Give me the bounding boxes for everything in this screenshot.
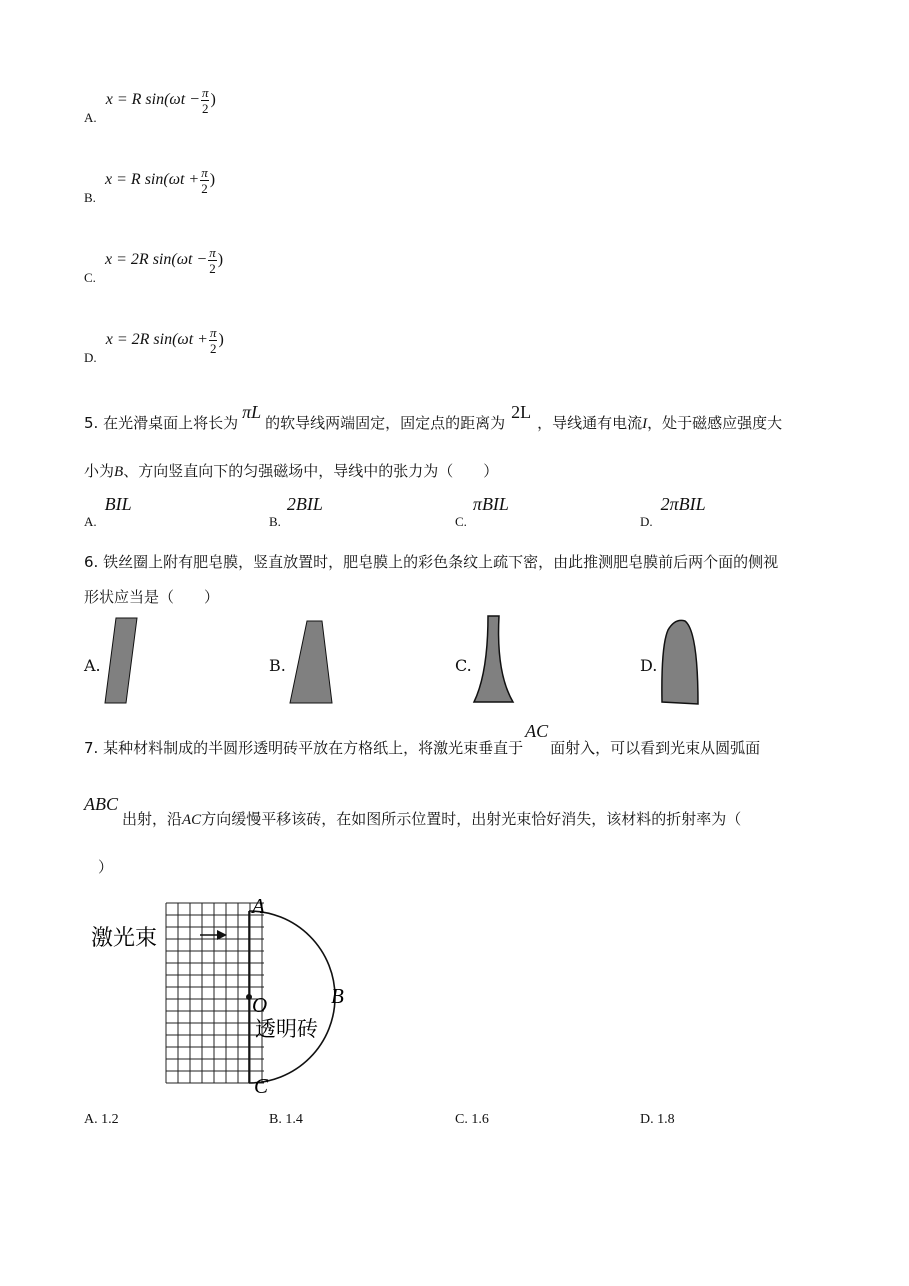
option-letter: B.	[269, 514, 281, 529]
q7-figure	[88, 893, 358, 1103]
fraction-denominator: 2	[201, 181, 208, 196]
q6-option-c-shape[interactable]	[470, 613, 520, 705]
q5-option-a[interactable]	[84, 494, 132, 529]
fraction-numerator: π	[209, 245, 216, 260]
option-letter: C.	[455, 1112, 468, 1127]
option-letter: D.	[640, 514, 653, 529]
soap-film-side-view	[105, 618, 137, 703]
q5-text: 的软导线两端固定，固定点的距离为	[265, 414, 506, 432]
q7-math: ABC	[84, 794, 118, 814]
q7-option-d[interactable]	[640, 1112, 675, 1128]
formula-lhs: x = R sin(ωt −	[105, 91, 200, 109]
fraction-denominator: 2	[209, 341, 217, 356]
option-letter: C.	[84, 270, 96, 286]
option-value: 1.8	[657, 1112, 675, 1127]
option-letter: B.	[269, 1112, 282, 1127]
q6-option-d-shape[interactable]	[658, 616, 706, 708]
option-value: 2BIL	[286, 494, 323, 514]
option-formula	[105, 245, 224, 276]
option-letter: A.	[84, 110, 97, 126]
option-letter: B.	[84, 190, 96, 206]
q6-option-b-shape[interactable]	[285, 616, 340, 706]
option-value: 1.6	[471, 1112, 489, 1127]
formula-close: )	[218, 331, 224, 349]
q7-text: 方向缓慢平移该砖，在如图所示位置时，出射光束恰好消失，该材料的折射率为（	[201, 810, 742, 828]
q6-option-b-letter[interactable]: B.	[269, 656, 286, 675]
option-value: πBIL	[472, 494, 509, 514]
option-letter: A.	[84, 514, 97, 529]
soap-film-side-view	[290, 621, 332, 703]
q5-text: 5. 在光滑桌面上将长为	[84, 414, 239, 432]
q5-option-b[interactable]	[269, 494, 323, 529]
fraction-numerator: π	[201, 165, 208, 180]
q7-stem-line1	[84, 721, 761, 758]
q5-text: ，导线通有电流	[537, 414, 643, 432]
q7-math: AC	[525, 721, 549, 741]
soap-film-side-view	[662, 620, 698, 704]
q6-option-d-letter[interactable]: D.	[640, 656, 658, 675]
q6-stem-line1: 6. 铁丝圈上附有肥皂膜，竖直放置时，肥皂膜上的彩色条纹上疏下密，由此推测肥皂膜前后两个面的侧视	[84, 553, 779, 571]
option-value: 1.2	[101, 1112, 119, 1127]
point-a-label: A	[252, 894, 265, 918]
q5-math: 2L	[511, 402, 532, 422]
q5-math: πL	[242, 402, 262, 422]
q4-option-d[interactable]	[84, 325, 224, 366]
fraction-numerator: π	[201, 85, 209, 100]
q6-option-c-letter[interactable]: C.	[455, 656, 472, 675]
q7-option-b[interactable]	[269, 1112, 303, 1128]
q7-stem-line3: ）	[98, 858, 114, 876]
q6-option-a-letter[interactable]: A.	[84, 656, 101, 675]
formula-close: )	[210, 91, 216, 109]
q5-option-d[interactable]	[640, 494, 706, 529]
option-value: 1.4	[285, 1112, 303, 1127]
formula-close: )	[209, 171, 216, 189]
option-formula	[105, 85, 216, 116]
soap-film-side-view	[474, 616, 513, 702]
option-letter: A.	[84, 1112, 98, 1127]
q5-stem-line2	[84, 460, 498, 481]
q4-option-c[interactable]	[84, 245, 224, 286]
q5-text: 小为	[84, 462, 115, 480]
fraction-denominator: 2	[209, 261, 216, 276]
q7-stem-line2	[84, 794, 742, 829]
formula-close: )	[217, 251, 224, 269]
q5-stem-line1	[84, 402, 783, 433]
option-letter: D.	[84, 350, 97, 366]
option-letter: C.	[455, 514, 467, 529]
q5-text: ，处于磁感应强度大	[647, 414, 783, 432]
q5-option-c[interactable]	[455, 494, 509, 529]
q7-text: 7. 某种材料制成的半圆形透明砖平放在方格纸上，将激光束垂直于	[84, 739, 524, 757]
fraction-numerator: π	[209, 325, 217, 340]
point-c-label: C	[254, 1074, 269, 1098]
q7-var-ac: AC	[182, 812, 202, 828]
point-b-label: B	[331, 984, 344, 1008]
q7-text: 面射入，可以看到光束从圆弧面	[550, 739, 761, 757]
point-o-label: O	[252, 993, 268, 1017]
q5-text: 、方向竖直向下的匀强磁场中，导线中的张力为（ ）	[123, 462, 499, 480]
fraction-denominator: 2	[201, 101, 209, 116]
formula-lhs: x = 2R sin(ωt −	[105, 251, 208, 269]
q4-option-b[interactable]	[84, 165, 216, 206]
q4-option-a[interactable]	[84, 85, 216, 126]
option-formula	[105, 325, 224, 356]
formula-lhs: x = 2R sin(ωt +	[105, 331, 208, 349]
laser-label: 激光束	[91, 926, 158, 951]
option-letter: D.	[640, 1112, 654, 1127]
q7-text: 出射，沿	[122, 810, 183, 828]
formula-lhs: x = R sin(ωt +	[105, 171, 200, 189]
q7-option-c[interactable]	[455, 1112, 489, 1128]
q7-option-a[interactable]	[84, 1112, 119, 1128]
option-value: 2πBIL	[660, 494, 706, 514]
q5-var-i: I	[642, 416, 648, 432]
option-value: BIL	[104, 494, 132, 514]
brick-label: 透明砖	[255, 1017, 318, 1041]
q5-var-b: B	[114, 464, 124, 480]
q6-stem-line2: 形状应当是（ ）	[84, 588, 220, 606]
option-formula	[105, 165, 216, 196]
q6-option-a-shape[interactable]	[100, 616, 150, 706]
